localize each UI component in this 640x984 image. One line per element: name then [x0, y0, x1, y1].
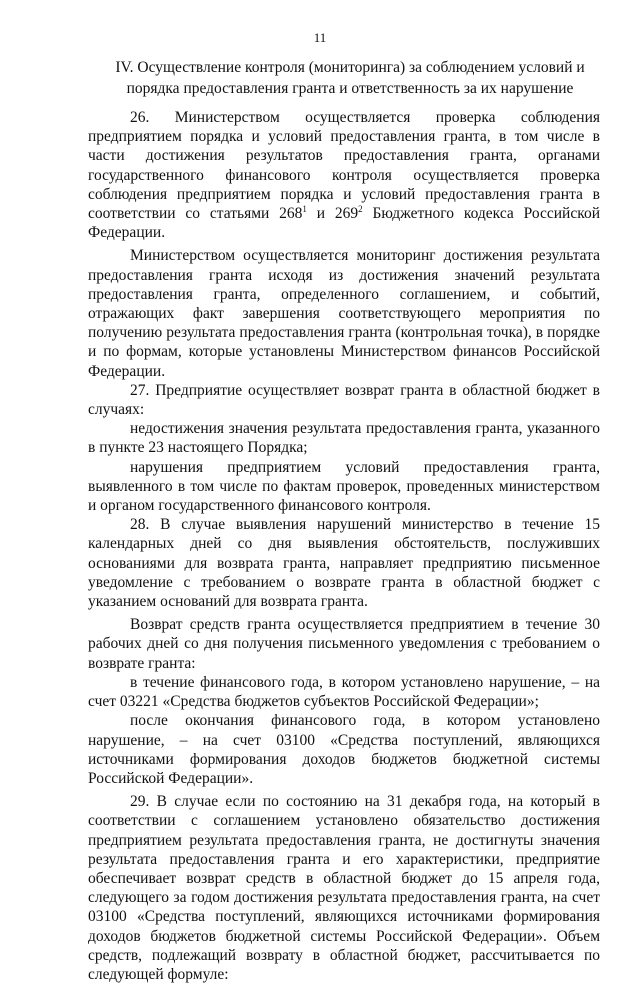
paragraph-27-case-1: недостижения значения результата предоставления гранта, указанного в пункте 23 настоящего Порядка;	[88, 420, 600, 457]
paragraph-29: 29. В случае если по состоянию на 31 декабря года, на который в соответствии с соглашением установлено обязательство достижения предприятием результата предоставления гранта, не достигнуты значения результата предоставления гранта и его характеристики, предприятие обеспечивает возврат средств в областной бюджет до 15 апреля года, следующего за годом достижения результата предоставления гранта, на счет 03100 «Средства поступлений, являющихся источниками формирования доходов бюджетов бюджетной системы Российской Федерации». Объем средств, подлежащий возврату в областной бюджет, рассчитывается по следующей формуле:	[88, 793, 600, 983]
paragraph-26-text: 26. Министерством осуществляется проверка соблюдения предприятием порядка и условий предоставления гранта, в том числе в части достижения результатов предоставления гранта, органами государственного финансового контроля осуществляется проверка соблюдения предприятием порядка и условий предоставления гранта в соответствии со статьями 268	[88, 109, 600, 223]
document-body	[88, 108, 600, 984]
paragraph-28: 28. В случае выявления нарушений министерство в течение 15 календарных дней со дня выявления обстоятельств, послуживших основаниями для возврата гранта, направляет предприятию письменное уведомление с требованием о возврате гранта в областной бюджет с указанием оснований для возврата гранта.	[88, 516, 600, 611]
paragraph-28-option-1: в течение финансового года, в котором установлено нарушение, – на счет 03221 «Средства бюджетов субъектов Российской Федерации»;	[88, 673, 600, 711]
paragraph-28-option-2: после окончания финансового года, в котором установлено нарушение, – на счет 03100 «Средства поступлений, являющихся источниками формирования доходов бюджетов бюджетной системы Российской Федерации».	[88, 712, 600, 787]
paragraph-26-conjunction: и 269	[306, 205, 359, 223]
page-number: 11	[313, 30, 327, 45]
paragraph-28-return: Возврат средств гранта осуществляется предприятием в течение 30 рабочих дней со дня получения письменного уведомления с требованием о возврате гранта:	[88, 616, 600, 672]
footnote-superscript-2: 2	[358, 204, 363, 215]
paragraph-27-case-2: нарушения предприятием условий предоставления гранта, выявленного в том числе по фактам проверок, проведенных министерством и органом государственного финансового контроля.	[88, 458, 600, 515]
paragraph-26-ending: Бюджетного кодекса Российской Федерации.	[88, 205, 601, 242]
paragraph-26-monitoring: Министерством осуществляется мониторинг достижения результата предоставления гранта исходя из достижения значений результата предоставления гранта, определенного соглашением, и событий, отражающих факт завершения соответствующего мероприятия по получению результата предоставления гранта (контрольная точка), в порядке и по формам, которые установлены Министерством финансов Российской Федерации.	[88, 247, 600, 380]
section-heading: IV. Осуществление контроля (мониторинга) за соблюдением условий и порядка предоставления гранта и ответственность за их нарушение	[115, 59, 585, 97]
paragraph-26	[88, 108, 600, 242]
footnote-superscript-1: 1	[302, 204, 307, 215]
paragraph-27: 27. Предприятие осуществляет возврат гранта в областной бюджет в случаях:	[88, 381, 600, 419]
